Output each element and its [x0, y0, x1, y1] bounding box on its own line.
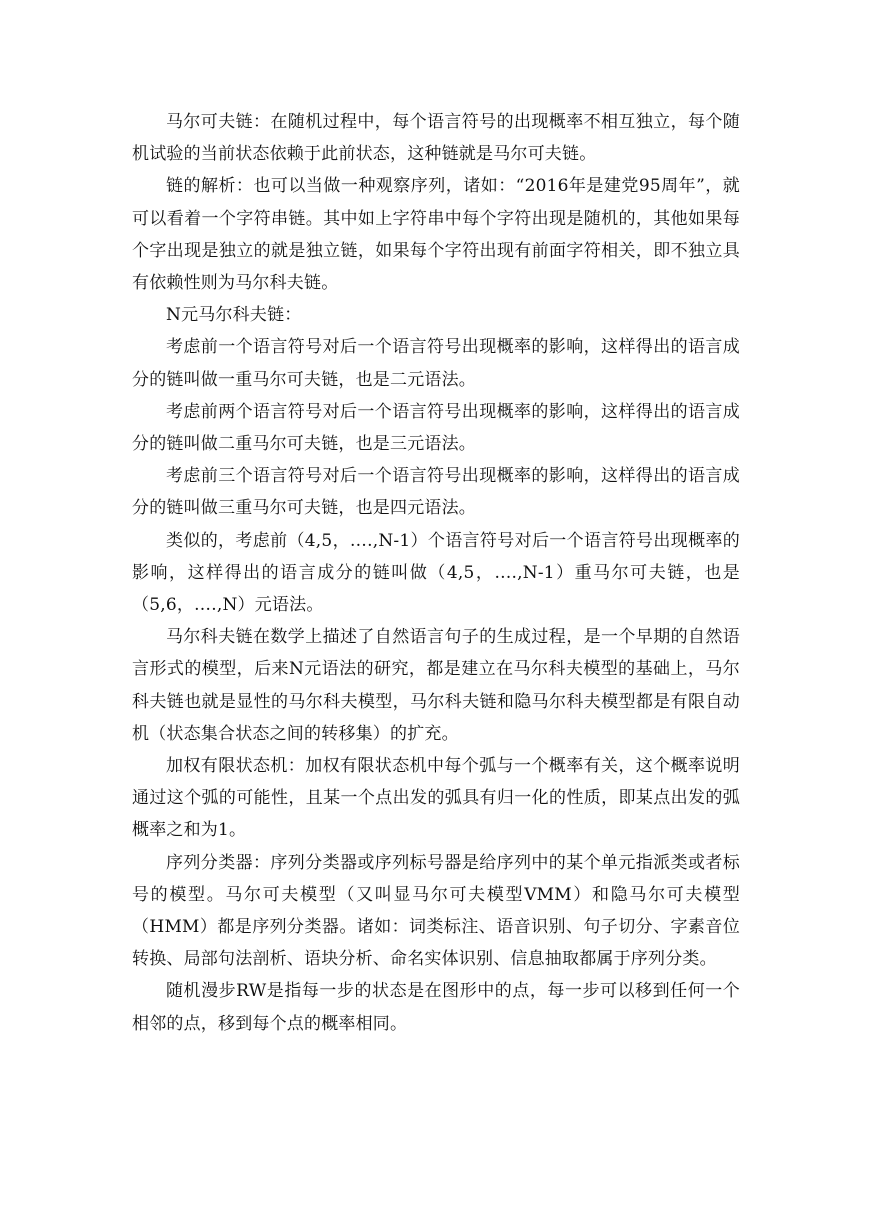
- paragraph-chain-analysis: 链的解析：也可以当做一种观察序列，诸如：“2016年是建党95周年”，就可以看着一个字符串链。其中如上字符串中每个字符出现是随机的，其他如果每个字出现是独立的就是独立链，如果每个字符出现有前面字符相关，即不独立具有依赖性则为马尔科夫链。: [132, 176, 740, 294]
- paragraph-markov-chain: 马尔可夫链：在随机过程中，每个语言符号的出现概率不相互独立，每个随机试验的当前状态依赖于此前状态，这种链就是马尔可夫链。: [132, 112, 740, 165]
- document-body: [132, 106, 740, 1040]
- paragraph-random-walk: 随机漫步RW是指每一步的状态是在图形中的点，每一步可以移到任何一个相邻的点，移到每个点的概率相同。: [132, 981, 740, 1034]
- paragraph-markov-language-model: 马尔科夫链在数学上描述了自然语言句子的生成过程，是一个早期的自然语言形式的模型，后来N元语法的研究，都是建立在马尔科夫模型的基础上，马尔科夫链也就是显性的马尔科夫模型，马尔科夫链和隐马尔科夫模型都是有限自动机（状态集合状态之间的转移集）的扩充。: [132, 627, 740, 744]
- paragraph-third-order-markov: 考虑前三个语言符号对后一个语言符号出现概率的影响，这样得出的语言成分的链叫做三重马尔可夫链，也是四元语法。: [132, 466, 740, 519]
- paragraph-sequence-classifier: 序列分类器：序列分类器或序列标号器是给序列中的某个单元指派类或者标号的模型。马尔可夫模型（又叫显马尔可夫模型VMM）和隐马尔可夫模型（HMM）都是序列分类器。诸如：词类标注、语音识别、句子切分、字素音位转换、局部句法剖析、语块分析、命名实体识别、信息抽取都属于序列分类。: [132, 852, 740, 970]
- paragraph-weighted-fsa: 加权有限状态机：加权有限状态机中每个弧与一个概率有关，这个概率说明通过这个弧的可能性，且某一个点出发的弧具有归一化的性质，即某点出发的弧概率之和为1。: [132, 756, 740, 841]
- paragraph-n-gram-markov-heading: N元马尔科夫链：: [166, 305, 302, 326]
- paragraph-second-order-markov: 考虑前两个语言符号对后一个语言符号出现概率的影响，这样得出的语言成分的链叫做二重马尔可夫链，也是三元语法。: [132, 401, 740, 455]
- paragraph-first-order-markov: 考虑前一个语言符号对后一个语言符号出现概率的影响，这样得出的语言成分的链叫做一重马尔可夫链，也是二元语法。: [132, 337, 740, 390]
- paragraph-higher-order-markov: 类似的，考虑前（4,5，….,N-1）个语言符号对后一个语言符号出现概率的影响，这样得出的语言成分的链叫做（4,5，….,N-1）重马尔可夫链，也是（5,6，….,N）元语法。: [132, 530, 740, 616]
